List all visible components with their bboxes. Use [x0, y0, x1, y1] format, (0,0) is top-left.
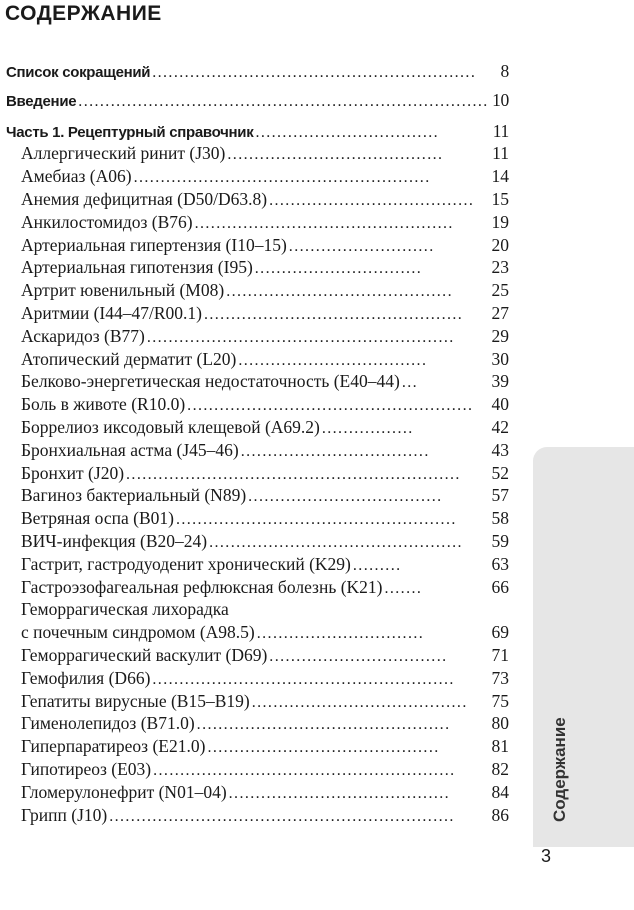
toc-page-number: 14	[491, 166, 509, 187]
toc-page-number: 19	[491, 211, 509, 232]
toc-entry-row[interactable]	[6, 507, 509, 530]
toc-entry-row[interactable]	[6, 188, 509, 211]
toc-leader: ...............................................	[196, 716, 451, 734]
toc-entry-label: Боррелиоз иксодовый клещевой (A69.2)	[21, 416, 320, 437]
toc-page-number: 63	[491, 553, 509, 574]
toc-leader: ............................................................	[152, 64, 477, 81]
toc-leader: ...	[401, 374, 419, 392]
toc-leader: ...........................	[288, 237, 435, 255]
toc-entry-row[interactable]	[6, 712, 509, 735]
toc-leader: ...............................................	[209, 533, 463, 551]
toc-leader: ................................................	[203, 305, 464, 323]
toc-page-number: 52	[491, 462, 509, 483]
toc-entry-label: Артериальная гипотензия (I95)	[21, 257, 253, 278]
toc-leader: ........................................	[227, 146, 444, 164]
toc-leader: .........................................	[228, 784, 451, 802]
toc-leader: ...............................	[254, 260, 423, 278]
toc-entry-label: Геморрагическая лихорадка	[21, 599, 229, 620]
toc-leader: ...........................................	[207, 739, 440, 757]
toc-entry-label: Аллергический ринит (J30)	[21, 143, 226, 164]
toc-part-label: Часть 1. Рецептурный справочник	[6, 123, 254, 141]
toc-leader: ..............................................................	[126, 465, 461, 483]
toc-entry-label: Гломерулонефрит (N01–04)	[21, 781, 227, 802]
toc-leader: ...............................	[256, 625, 425, 643]
toc-entry-label: ВИЧ-инфекция (B20–24)	[21, 530, 208, 551]
toc-entry-row[interactable]	[6, 302, 509, 325]
toc-entry-label: Список сокращений	[6, 64, 151, 81]
toc-leader: .................	[321, 419, 414, 437]
toc-page-number: 82	[491, 758, 509, 779]
toc-page-number: 23	[491, 257, 509, 278]
toc-entry-label: Гипотиреоз (E03)	[21, 758, 152, 779]
toc-entry-row[interactable]	[6, 439, 509, 462]
toc-entry-label: Вагиноз бактериальный (N89)	[21, 485, 247, 506]
toc-leader: .......................................................	[133, 169, 431, 187]
toc-page-number: 43	[491, 439, 509, 460]
toc-entry-row[interactable]	[6, 735, 509, 758]
page-title: СОДЕРЖАНИЕ	[5, 2, 162, 25]
toc-entry-label: Артериальная гипертензия (I10–15)	[21, 234, 287, 255]
toc-page-number: 58	[491, 508, 509, 529]
toc-entry-continuation-row[interactable]	[6, 621, 509, 644]
toc-page-number: 80	[491, 713, 509, 734]
toc-page-number: 42	[491, 416, 509, 437]
toc-entry-label: Геморрагический васкулит (D69)	[21, 644, 268, 665]
toc-front-row[interactable]	[6, 89, 509, 112]
side-tab	[533, 447, 634, 847]
toc-entry-label: Анкилостомидоз (B76)	[21, 211, 193, 232]
table-of-contents	[6, 60, 509, 826]
toc-leader: ...................................	[240, 442, 430, 460]
toc-part-row[interactable]	[6, 120, 509, 143]
toc-entry-label: Бронхиальная астма (J45–46)	[21, 439, 239, 460]
toc-leader: ........................................................	[152, 670, 455, 688]
toc-page-number: 15	[491, 188, 509, 209]
toc-page-number: 8	[500, 61, 509, 81]
toc-leader: ................................................................	[109, 807, 455, 825]
toc-entry-label: Бронхит (J20)	[21, 462, 125, 483]
toc-page-number: 27	[491, 302, 509, 323]
toc-entry-row[interactable]	[6, 211, 509, 234]
toc-entry-label: Гиперпаратиреоз (E21.0)	[21, 736, 206, 757]
toc-entry-label: Гастроэзофагеальная рефлюксная болезнь (K21)	[21, 576, 383, 597]
toc-entry-row[interactable]	[6, 576, 509, 599]
toc-entry-row[interactable]	[6, 553, 509, 576]
toc-entry-row[interactable]	[6, 690, 509, 713]
toc-entry-row[interactable]	[6, 484, 509, 507]
toc-leader: .......	[384, 579, 423, 597]
toc-entry-label: Аскаридоз (B77)	[21, 325, 145, 346]
toc-entry-label: Аритмии (I44–47/R00.1)	[21, 302, 202, 323]
toc-entry-label: Амебиаз (A06)	[21, 166, 132, 187]
toc-entry-row[interactable]	[6, 667, 509, 690]
toc-page-number: 40	[491, 394, 509, 415]
toc-page-number: 81	[491, 736, 509, 757]
toc-page-number: 20	[491, 234, 509, 255]
toc-entry-row[interactable]	[6, 165, 509, 188]
toc-leader: ........................................................	[153, 761, 456, 779]
toc-leader: ....................................	[248, 488, 443, 506]
toc-entry-row[interactable]	[6, 325, 509, 348]
toc-entry-label: Боль в животе (R10.0)	[21, 394, 186, 415]
toc-page-number: 66	[491, 576, 509, 597]
toc-entry-row[interactable]	[6, 804, 509, 827]
toc-page-number: 73	[491, 667, 509, 688]
toc-leader: ................................................	[194, 214, 454, 232]
toc-entry-row[interactable]	[6, 256, 509, 279]
toc-entry-label: Ветряная оспа (B01)	[21, 508, 174, 529]
toc-entry-row[interactable]	[6, 416, 509, 439]
front-matter	[6, 60, 509, 112]
toc-entry-row[interactable]	[6, 142, 509, 165]
toc-entry-label: Анемия дефицитная (D50/D63.8)	[21, 188, 268, 209]
toc-entry-row[interactable]	[6, 370, 509, 393]
toc-entry-label: Гемофилия (D66)	[21, 667, 151, 688]
toc-leader: ..........................................	[226, 283, 453, 301]
toc-leader: ..................................	[255, 123, 440, 141]
toc-front-row[interactable]	[6, 60, 509, 83]
toc-leader: .....................................................	[187, 397, 474, 415]
toc-entry-label: Грипп (J10)	[21, 804, 108, 825]
toc-entry-row[interactable]	[6, 234, 509, 257]
toc-entry-row[interactable]	[6, 598, 509, 621]
toc-page-number: 57	[491, 485, 509, 506]
toc-page-number: 25	[491, 280, 509, 301]
toc-entry-label: Введение	[6, 92, 77, 110]
toc-page-number: 84	[491, 781, 509, 802]
toc-page-number: 75	[491, 690, 509, 711]
toc-page-number: 71	[491, 644, 509, 665]
toc-entry-row[interactable]	[6, 530, 509, 553]
toc-leader: .................................	[269, 647, 448, 665]
toc-entry-label: с почечным синдромом (A98.5)	[21, 622, 255, 643]
toc-entry-label: Атопический дерматит (L20)	[21, 348, 237, 369]
toc-page-number: 11	[492, 143, 509, 164]
toc-leader: ...................................	[238, 351, 428, 369]
toc-entry-row[interactable]	[6, 644, 509, 667]
toc-page-number: 39	[491, 371, 509, 392]
toc-entry-row[interactable]	[6, 781, 509, 804]
toc-leader: .........................................................	[146, 328, 455, 346]
toc-entry-label: Гименолепидоз (B71.0)	[21, 713, 195, 734]
toc-entry-row[interactable]	[6, 279, 509, 302]
toc-page-number: 59	[491, 530, 509, 551]
toc-page-number: 30	[491, 348, 509, 369]
toc-entries	[6, 142, 509, 826]
toc-entry-row[interactable]	[6, 348, 509, 371]
page-number: 3	[540, 846, 551, 866]
toc-page-number: 29	[491, 325, 509, 346]
toc-page-number: 11	[492, 120, 509, 141]
toc-entry-label: Гастрит, гастродуоденит хронический (K29)	[21, 553, 351, 574]
toc-leader: .........	[352, 556, 402, 574]
toc-page-number: 86	[491, 804, 509, 825]
toc-entry-row[interactable]	[6, 758, 509, 781]
toc-entry-label: Белково-энергетическая недостаточность (E40–44)	[21, 371, 400, 392]
toc-leader: ......................................	[269, 191, 475, 209]
toc-leader: ............................................................................	[78, 92, 489, 110]
toc-entry-row[interactable]	[6, 393, 509, 416]
toc-entry-label: Гепатиты вирусные (B15–B19)	[21, 690, 250, 711]
toc-leader: ........................................	[251, 693, 468, 711]
side-tab-label: Содержание	[550, 717, 569, 822]
toc-page-number: 69	[491, 622, 509, 643]
toc-leader: ....................................................	[175, 511, 457, 529]
toc-page-number: 10	[492, 89, 509, 110]
toc-entry-row[interactable]	[6, 462, 509, 485]
toc-entry-label: Артрит ювенильный (M08)	[21, 280, 225, 301]
